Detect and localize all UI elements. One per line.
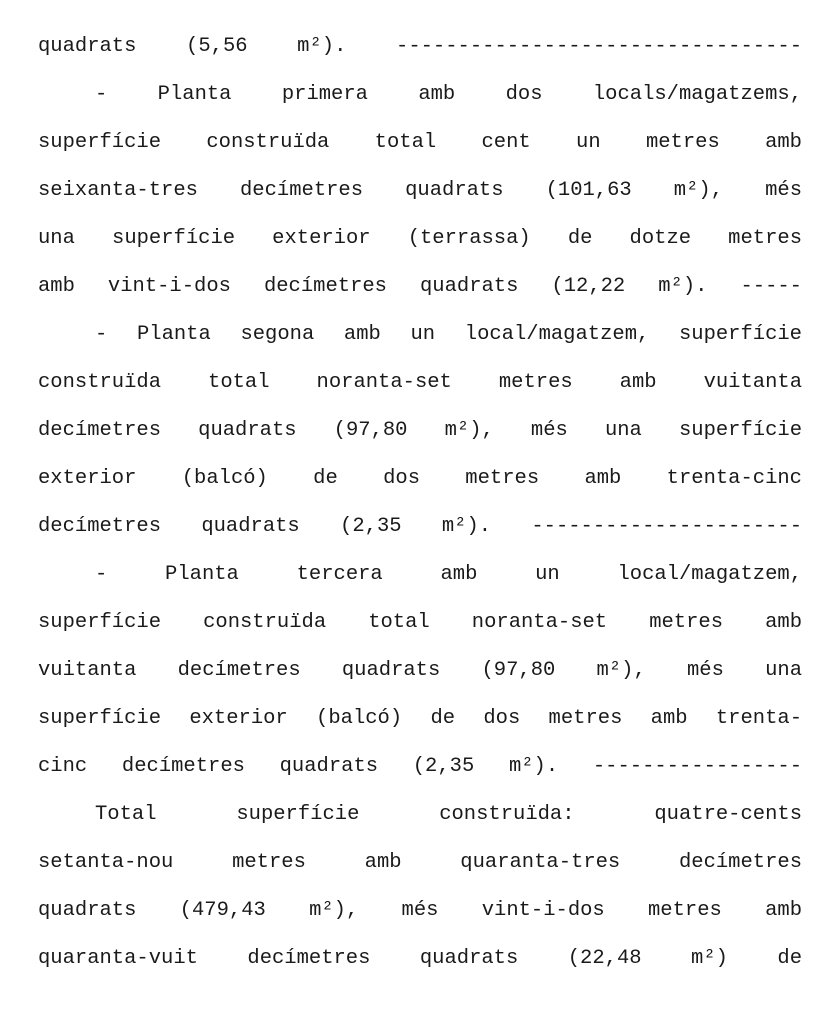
text-line: decímetres quadrats (97,80 m²), més una superfície xyxy=(38,419,802,442)
text-line: Total superfície construïda: quatre-cents xyxy=(95,803,802,826)
text-line: - Planta tercera amb un local/magatzem, xyxy=(95,563,802,586)
text-line: exterior (balcó) de dos metres amb trenta-cinc xyxy=(38,467,802,490)
text-line: decímetres quadrats (2,35 m²). ---------------------- xyxy=(38,515,802,538)
text-line: amb vint-i-dos decímetres quadrats (12,22 m²). ----- xyxy=(38,275,802,298)
text-line: superfície construïda total cent un metres amb xyxy=(38,131,802,154)
text-line: una superfície exterior (terrassa) de dotze metres xyxy=(38,227,802,250)
text-line: superfície construïda total noranta-set metres amb xyxy=(38,611,802,634)
text-line: setanta-nou metres amb quaranta-tres decímetres xyxy=(38,851,802,874)
text-line: vuitanta decímetres quadrats (97,80 m²), més una xyxy=(38,659,802,682)
text-line: superfície exterior (balcó) de dos metres amb trenta- xyxy=(38,707,802,730)
text-line: quadrats (5,56 m²). --------------------------------- xyxy=(38,35,802,58)
text-line: quadrats (479,43 m²), més vint-i-dos metres amb xyxy=(38,899,802,922)
document-page xyxy=(38,25,802,985)
text-line: cinc decímetres quadrats (2,35 m²). ----------------- xyxy=(38,755,802,778)
text-line: - Planta primera amb dos locals/magatzems, xyxy=(95,83,802,106)
text-line: quaranta-vuit decímetres quadrats (22,48 m²) de xyxy=(38,947,802,970)
text-line: - Planta segona amb un local/magatzem, superfície xyxy=(95,323,802,346)
text-line: construïda total noranta-set metres amb vuitanta xyxy=(38,371,802,394)
text-line: seixanta-tres decímetres quadrats (101,63 m²), més xyxy=(38,179,802,202)
